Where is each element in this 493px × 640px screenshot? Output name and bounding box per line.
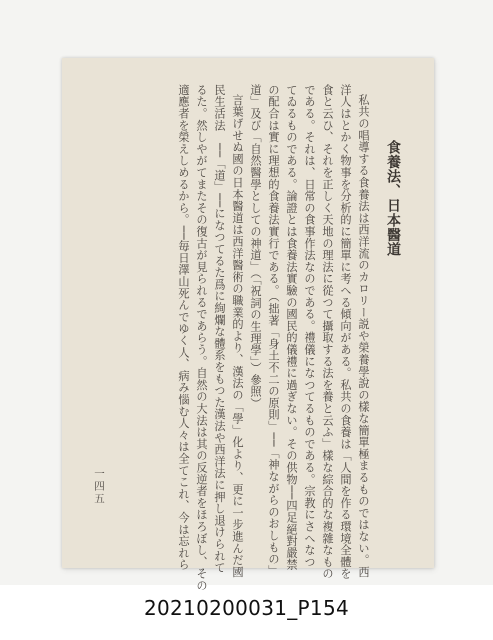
text-column: 民生活法 ──「道」──になつてるた爲に絢爛な體系をもつた漢法や西洋法に押し退けられて bbox=[213, 84, 226, 574]
text-column: である。それは、日常の食事作法なのである。禮儀になつてるものである。宗教にさへなつ bbox=[303, 84, 316, 568]
text-column: てゐるものである。論證とは食養法實驗の國民的儀禮に過ぎない。その供物──四足絕對嚴禁 bbox=[285, 84, 298, 571]
text-column: 洋人はとかく物事を分析的に簡單に考へる傾向がある。私共の食養は「人間を作る環境全體を bbox=[339, 84, 352, 580]
text-column: の配合は實に理想的食養法實行である。（拙著「身土不二の原則」──「神ながらのおしもの」 bbox=[267, 84, 280, 577]
page-number: 一四五 bbox=[93, 468, 105, 506]
vertical-text-block bbox=[82, 84, 401, 592]
document-title: 食養法、日本醫道 bbox=[385, 140, 401, 257]
text-column: 適應者を榮えしめるから。──毎日澤山死んでゆく人、病み惱む人々は全てこれ、今は忘れら bbox=[177, 84, 190, 571]
text-column: 道」及び「自然醫學としての神道」（「祝詞の生理學」）參照） bbox=[249, 84, 262, 410]
image-caption: 20210200031_P154 bbox=[143, 596, 349, 620]
text-column: 言葉げせぬ國の日本醫道は西洋醫術の職業的より、漢法の「學」化より、更に一步進んだ國 bbox=[231, 94, 244, 578]
text-column: 私共の唱導する食養法は西洋流のカロリー説や榮養學說の樣な簡單極まるものではない。西 bbox=[357, 94, 370, 578]
text-column: るた。然しやがてまたその復古が見られるであらう。自然の大法は其の反逆者をほろぼし、その bbox=[195, 84, 208, 592]
text-column: 食と云ひ、それを正しく天地の理法に從つて攝取する法を養と云ふ」樣な綜合的な複雜なもの bbox=[321, 84, 334, 580]
document-page bbox=[62, 58, 434, 592]
